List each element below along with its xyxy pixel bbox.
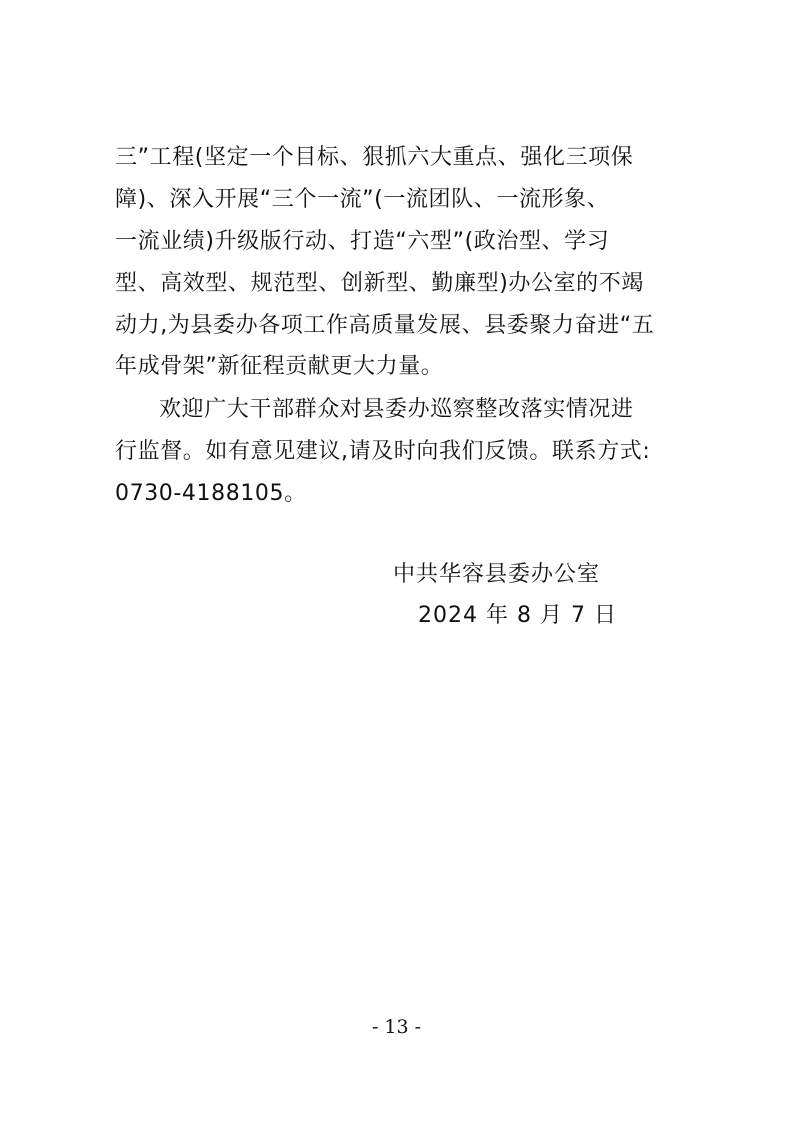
paragraph-line: 障)、深入开展“三个一流”(一流团队、一流形象、: [115, 187, 610, 212]
paragraph-line: 行监督。如有意见建议,请及时向我们反馈。联系方式:: [115, 439, 651, 464]
signature-organization: 中共华容县委办公室: [393, 562, 601, 587]
paragraph-line: 型、高效型、规范型、创新型、勤廉型)办公室的不竭: [115, 271, 644, 296]
paragraph-line: 一流业绩)升级版行动、打造“六型”(政治型、学习: [115, 229, 610, 254]
page-number: - 13 -: [371, 1016, 422, 1038]
paragraph-line: 动力,为县委办各项工作高质量发展、县委聚力奋进“五: [115, 313, 655, 338]
paragraph-line: 三”工程(坚定一个目标、狠抓六大重点、强化三项保: [115, 145, 634, 170]
paragraph-line: 年成骨架”新征程贡献更大力量。: [115, 354, 444, 379]
signature-date: 2024 年 8 月 7 日: [418, 603, 617, 628]
contact-phone: 0730-4188105。: [115, 481, 307, 506]
paragraph-line: 欢迎广大干部群众对县委办巡察整改落实情况进: [159, 397, 634, 422]
